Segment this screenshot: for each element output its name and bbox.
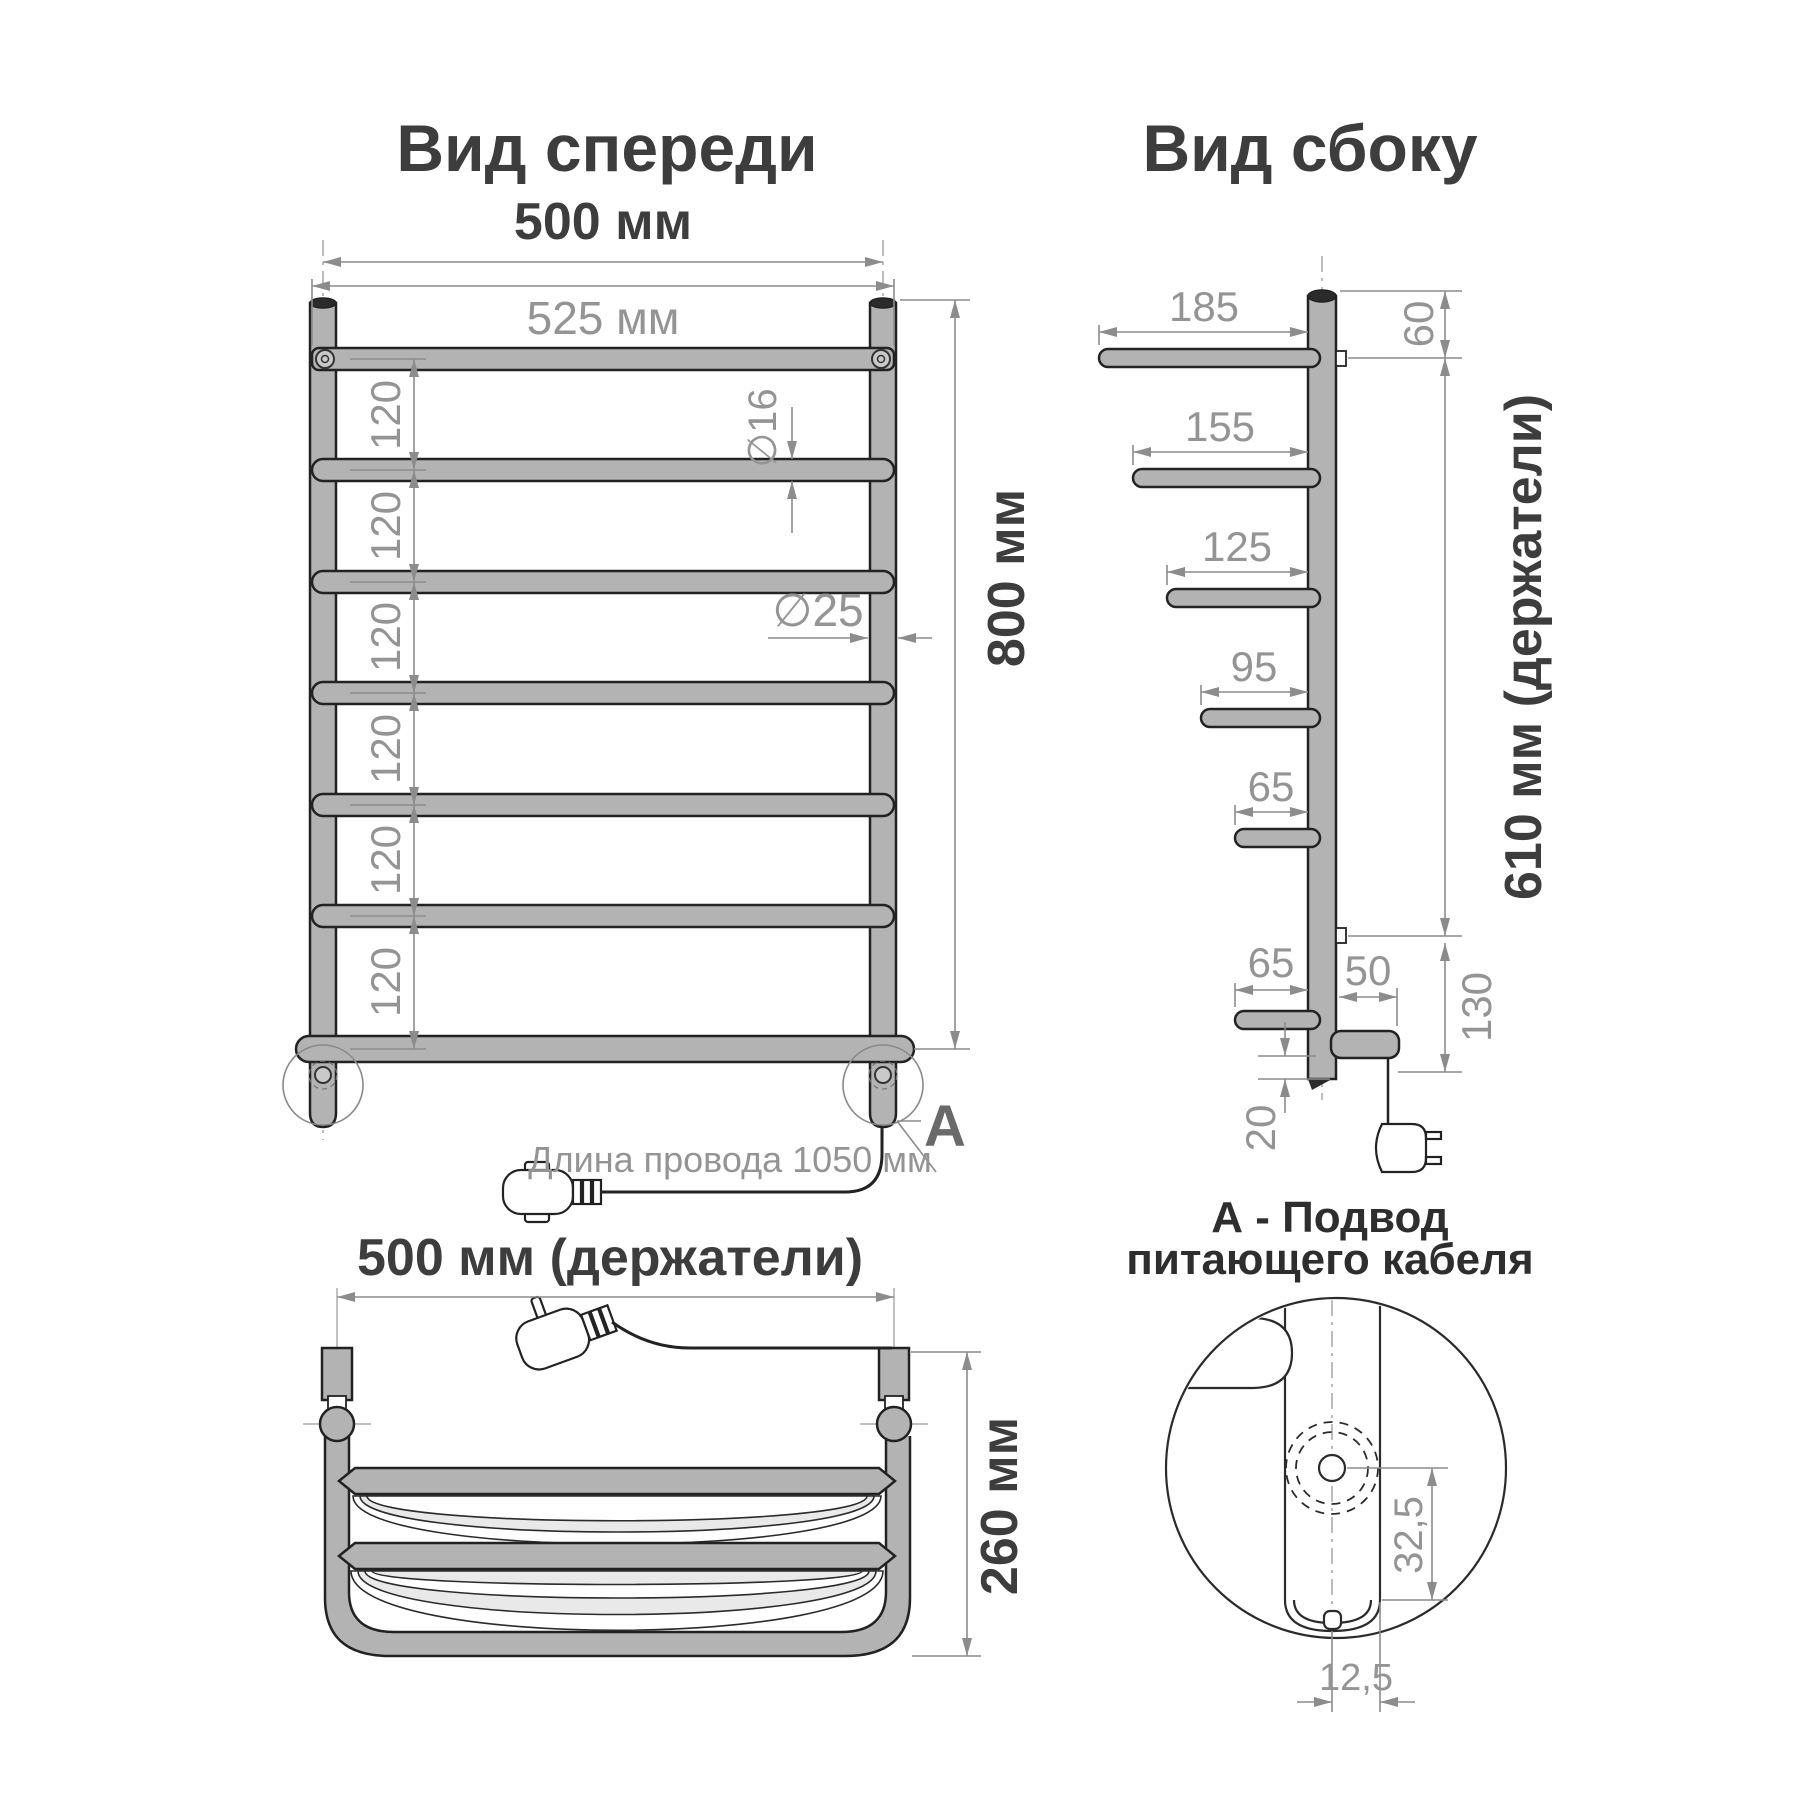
detail-title-line1: А - Подвод: [1211, 1193, 1449, 1242]
front-dim-width-centers: 500 мм: [513, 193, 693, 251]
power-plug-side: [1376, 1124, 1441, 1172]
detail-a-marker: А: [924, 1094, 966, 1159]
front-dim-post-diameter: ∅25: [772, 584, 864, 636]
top-view: [303, 1275, 981, 1656]
detail-dim-vertical: 32,5: [1387, 1496, 1431, 1574]
front-dim-spacing-3: 120: [362, 601, 409, 673]
front-dim-spacing-6: 120: [362, 946, 409, 1018]
side-dim-rung-3: 125: [1201, 523, 1273, 570]
front-dim-rung-diameter: ∅16: [741, 388, 785, 468]
front-dim-spacing-4: 120: [362, 713, 409, 785]
front-dim-spacing-5: 120: [362, 824, 409, 896]
side-dim-top-offset: 60: [1395, 300, 1442, 348]
side-dim-bottom-clearance: 20: [1237, 1104, 1284, 1152]
top-view-dim-depth: 260 мм: [971, 1416, 1029, 1596]
top-view-dim-width-holders: 500 мм (держатели): [356, 1229, 864, 1287]
side-dim-bottom-offset: 130: [1453, 971, 1500, 1043]
side-view: [1099, 256, 1462, 1172]
side-dim-rung-5: 65: [1247, 763, 1295, 810]
side-dim-cable-box: 50: [1344, 947, 1392, 994]
side-dim-rung-6: 65: [1247, 939, 1295, 986]
side-dim-rung-1: 185: [1168, 283, 1240, 330]
front-dim-spacing-2: 120: [362, 490, 409, 562]
detail-dim-horizontal: 12,5: [1319, 1657, 1393, 1699]
front-dim-spacing-1: 120: [362, 379, 409, 451]
power-plug-top: [504, 1275, 620, 1374]
front-view-title: Вид спереди: [396, 111, 818, 185]
side-dim-rung-2: 155: [1184, 403, 1256, 450]
front-cable-note: Длина провода 1050 мм: [528, 1139, 932, 1180]
front-dim-height: 800 мм: [978, 488, 1036, 668]
detail-title-line2: питающего кабеля: [1126, 1235, 1534, 1284]
side-dim-rung-4: 95: [1230, 643, 1278, 690]
side-dim-holders: 610 мм (держатели): [1495, 393, 1553, 901]
front-dim-width-overall: 525 мм: [526, 292, 680, 344]
side-view-title: Вид сбоку: [1142, 111, 1478, 185]
detail-a-view: [1166, 1290, 1506, 1712]
